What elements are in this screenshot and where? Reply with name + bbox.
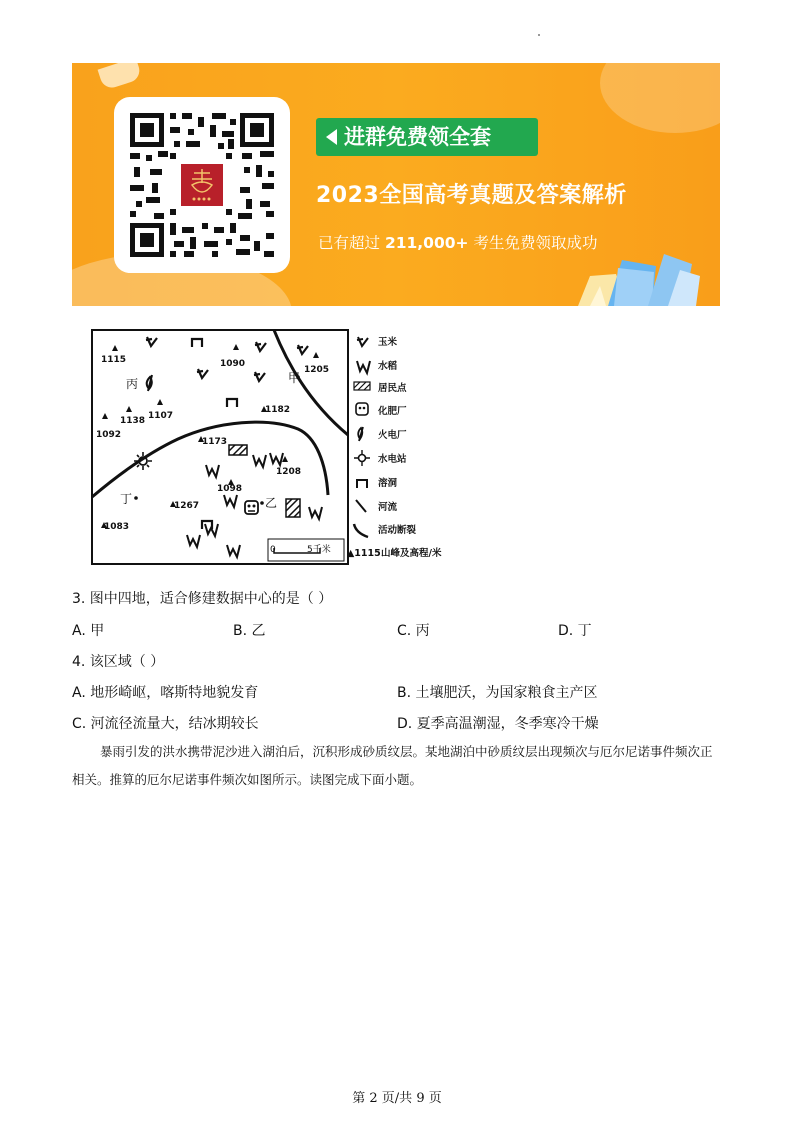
elevation-label: 1115: [101, 355, 127, 365]
q3-option-c[interactable]: C. 丙: [397, 623, 430, 639]
land-use-map: [88, 325, 458, 570]
page-footer: 第 2 页/共 9 页: [352, 1091, 442, 1106]
corn-legend-icon: [357, 337, 368, 346]
map-figure: [88, 325, 458, 570]
elevation-label: 1205: [304, 365, 330, 375]
legend-peak-symbol: ▲1115: [347, 548, 381, 559]
elevation-label: 1267: [174, 501, 200, 511]
elevation-label: 1138: [120, 416, 146, 426]
fertilizer-plant-icon: [245, 501, 258, 514]
rice-legend-icon: [357, 361, 370, 373]
q4-option-b[interactable]: B. 土壤肥沃，为国家粮食主产区: [397, 685, 598, 701]
join-group-tag[interactable]: [316, 118, 538, 156]
banner-subtitle: 已有超过 211,000+ 考生免费领取成功: [318, 234, 598, 252]
legend-label: 溶洞: [378, 478, 398, 489]
legend-label: 水稻: [378, 361, 398, 372]
page-speck: [538, 34, 540, 36]
legend-label: 居民点: [378, 383, 407, 394]
scale-label: 5千米: [307, 545, 331, 555]
elevation-label: 1092: [96, 430, 122, 440]
place-ding: 丁: [120, 492, 133, 506]
reading-passage: 暴雨引发的洪水携带泥沙进入湖泊后，沉积形成砂质纹层。某地湖泊中砂质纹层出现频次与厄尔尼诺事件频次正相关。推算的厄尔尼诺事件频次如图所示。读图完成下面小题。: [72, 744, 713, 787]
river-legend-icon: [356, 500, 366, 512]
scale-zero: 0: [270, 545, 276, 555]
elevation-label: 1208: [276, 467, 302, 477]
fertilizer-legend-icon: [356, 403, 368, 415]
place-jia: 甲: [288, 371, 301, 385]
arrow-left-icon: [326, 129, 337, 145]
fault-legend-icon: [354, 524, 368, 537]
promo-banner[interactable]: [72, 63, 720, 306]
claim-count: 211,000+: [384, 234, 469, 252]
elevation-label: 1083: [104, 522, 130, 532]
legend-label: 火电厂: [378, 430, 407, 441]
qr-code-icon: [126, 109, 278, 261]
cave-legend-icon: [357, 480, 367, 488]
q3-option-a[interactable]: A. 甲: [72, 623, 105, 639]
q4-option-c[interactable]: C. 河流径流量大，结冰期较长: [72, 716, 259, 732]
books-decor-icon: [572, 246, 702, 306]
legend-label: 玉米: [378, 337, 398, 348]
elevation-label: 1107: [148, 411, 174, 421]
place-yi: 乙: [265, 496, 278, 510]
banner-decor-blob: [600, 63, 720, 133]
legend-label: 河流: [378, 502, 398, 513]
elevation-label: 1173: [202, 437, 228, 447]
map-legend: [347, 336, 442, 559]
q4-option-d[interactable]: D. 夏季高温潮湿，冬季寒冷干燥: [397, 716, 599, 732]
banner-decor-paper: [98, 63, 143, 91]
legend-label: 化肥厂: [378, 406, 407, 417]
question-3-stem: 3. 图中四地，适合修建数据中心的是（ ）: [72, 591, 333, 607]
join-group-label: 进群免费领全套: [344, 125, 491, 149]
elevation-label: 1090: [220, 359, 246, 369]
place-bing: 丙: [126, 377, 139, 391]
legend-label: 活动断裂: [378, 525, 417, 536]
banner-title: 2023全国高考真题及答案解析: [316, 183, 627, 208]
qr-code-card[interactable]: [114, 97, 290, 273]
legend-label: 山峰及高程/米: [381, 548, 442, 559]
elevation-label: 1098: [217, 484, 243, 494]
q3-option-d[interactable]: D. 丁: [558, 623, 592, 639]
question-4-stem: 4. 该区域（ ）: [72, 654, 165, 670]
legend-label: 水电站: [378, 454, 407, 465]
elevation-label: 1182: [265, 405, 291, 415]
q3-option-b[interactable]: B. 乙: [233, 623, 266, 639]
thermal-legend-icon: [358, 427, 363, 441]
q4-option-a[interactable]: A. 地形崎岖，喀斯特地貌发育: [72, 685, 259, 701]
hydro-legend-icon: [354, 450, 370, 466]
